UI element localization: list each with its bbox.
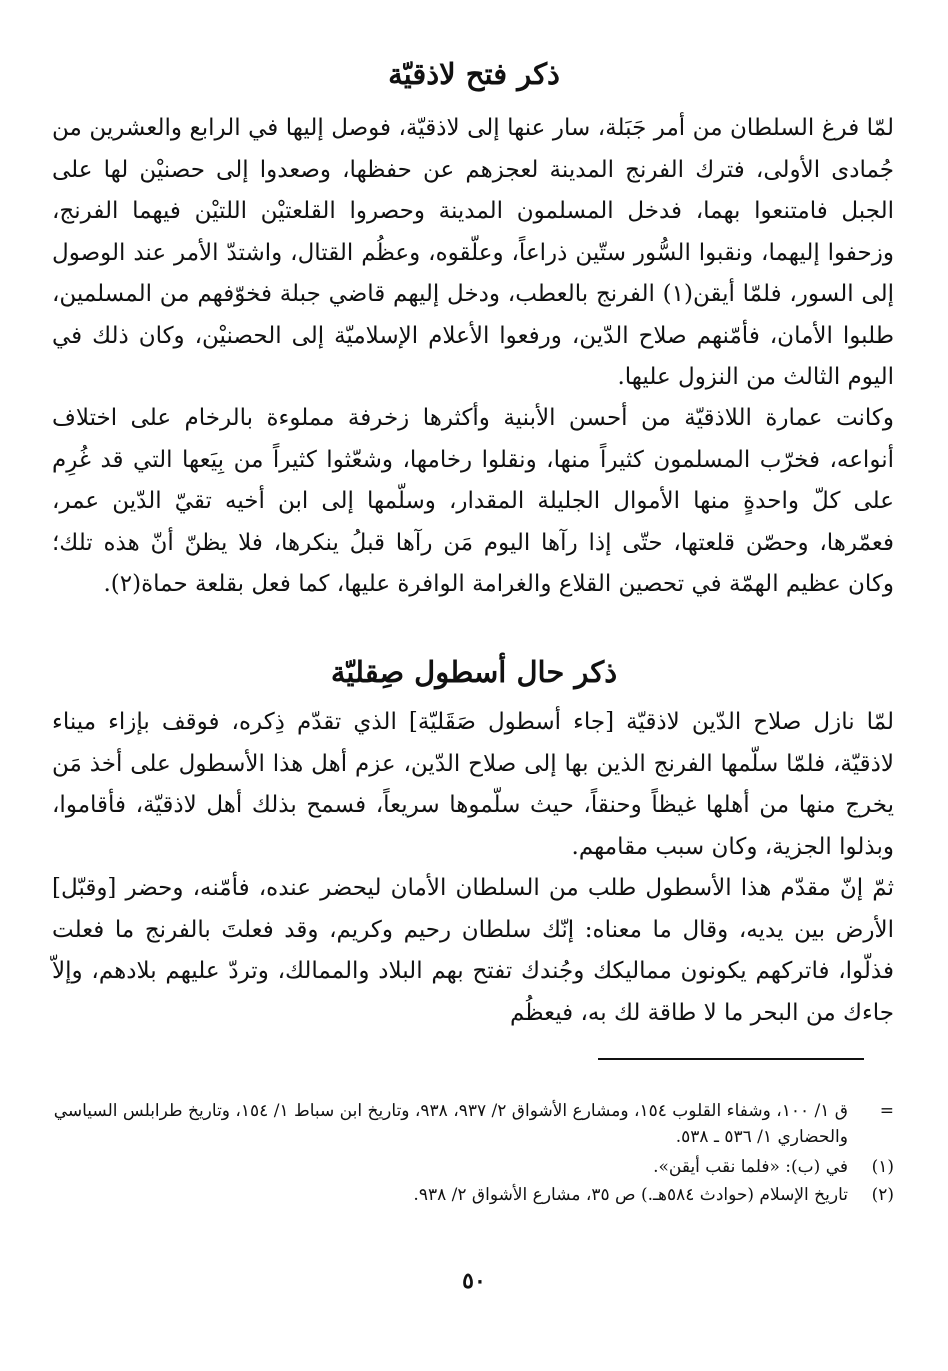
- footnote-continuation-mark: =: [879, 1101, 894, 1121]
- paragraph-4: [52, 868, 894, 1034]
- footnote-2-number: (٢): [871, 1185, 894, 1205]
- paragraph-3-text: لمّا نازل صلاح الدّين لاذقيّة [جاء أسطول صَقَليّة] الذي تقدّم ذِكره، فوقف بإزاء ميناء لاذقيّة، فلمّا سلّمها الفرنج الذين بها إلى صلاح الدّين، عزم أهل هذا الأسطول على أخذ مَن يخرج منها من أهلها غيظاً وحنقاً، حيث سلّموها سريعاً، فسمح بذلك أهل لاذقيّة، فأقاموا، وبذلوا الجزية، وكان سبب مقامهم.: [52, 709, 894, 860]
- paragraph-3: [52, 702, 894, 868]
- footnote-continuation-text: ق ١/ ١٠٠، وشفاء القلوب ١٥٤، ومشارع الأشواق ٢/ ٩٣٧، ٩٣٨، وتاريخ ابن سباط ١/ ١٥٤، وتاريخ طرابلس السياسي والحضاري ١/ ٥٣٦ ـ ٥٣٨.: [53, 1101, 848, 1147]
- page-number: ٥٠: [462, 1268, 486, 1294]
- paragraph-2-text: وكانت عمارة اللاذقيّة من أحسن الأبنية وأكثرها زخرفة مملوءة بالرخام على اختلاف أنواعه، فخرّب المسلمون كثيراً منها، ونقلوا رخامها، وشعّثوا كثيراً من بِيَعها التي قد غُرِم على كلّ واحدةٍ منها الأموال الجليلة المقدار، وسلّمها إلى ابن أخيه تقيّ الدّين عمر، فعمّرها، وحصّن قلعتها، حتّى إذا رآها اليوم مَن رآها قبلُ ينكرها، فلا يظنّ أنّ هذه تلك؛ وكان عظيم الهمّة في تحصين القلاع والغرامة الوافرة عليها، كما فعل بقلعة حماة(٢).: [52, 405, 894, 597]
- footnote-2: [52, 1182, 894, 1208]
- footnote-2-text: تاريخ الإسلام (حوادث ٥٨٤هـ.) ص ٣٥، مشارع الأشواق ٢/ ٩٣٨.: [413, 1185, 848, 1205]
- footnote-1-text: في (ب): «فلما نقب أيقن».: [653, 1157, 848, 1177]
- footnote-divider: [598, 1058, 864, 1060]
- paragraph-2: [52, 398, 894, 606]
- footnote-continuation: [52, 1098, 894, 1150]
- paragraph-1: [52, 108, 894, 399]
- section-heading-sicily-fleet: ذكر حال أسطول صِقليّة: [330, 655, 618, 689]
- footnote-1: [52, 1154, 894, 1180]
- paragraph-1-text: لمّا فرغ السلطان من أمر جَبَلة، سار عنها إلى لاذقيّة، فوصل إليها في الرابع والعشرين من جُمادى الأولى، فترك الفرنج المدينة لعجزهم عن حفظها، وصعدوا إلى حصنيْن لها على الجبل فامتنعوا بهما، فدخل المسلمون المدينة وحصروا القلعتيْن اللتيْن فيهما الفرنج، وزحفوا إليهما، ونقبوا السُّور ستّين ذراعاً، وعلّقوه، وعظُم القتال، واشتدّ الأمر عند الوصول إلى السور، فلمّا أيقن(١) الفرنج بالعطب، ودخل إليهم قاضي جبلة فخوّفهم من المسلمين، طلبوا الأمان، فأمّنهم صلاح الدّين، ورفعوا الأعلام الإسلاميّة إلى الحصنيْن، وكان ذلك في اليوم الثالث من النزول عليها.: [52, 115, 894, 390]
- footnote-1-number: (١): [871, 1157, 894, 1177]
- footnotes: [52, 1098, 894, 1208]
- paragraph-4-text: ثمّ إنّ مقدّم هذا الأسطول طلب من السلطان الأمان ليحضر عنده، فأمّنه، وحضر [وقبّل] الأرض بين يديه، وقال ما معناه: إنّك سلطان رحيم وكريم، وقد فعلتَ بالفرنج ما فعلت فذلّوا، فاتركهم يكونون مماليكك وجُندك تفتح بهم البلاد والممالك، وتردّ عليهم بلادهم، وإلاّ جاءك من البحر ما لا طاقة لك به، فيعظُم: [52, 875, 894, 1026]
- section-heading-latakia: ذكر فتح لاذقيّة: [388, 57, 560, 91]
